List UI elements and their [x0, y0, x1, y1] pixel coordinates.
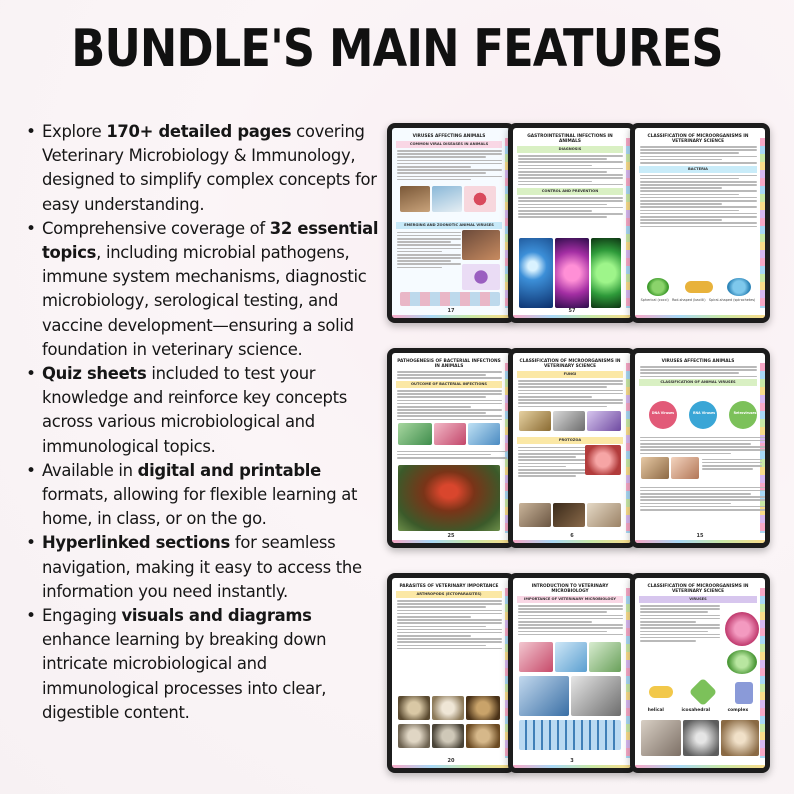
preview-section-band: CONTROL AND PREVENTION: [517, 188, 623, 195]
bat-photo: [462, 230, 500, 260]
virus-class-label: DNA Viruses: [651, 411, 675, 415]
bacteria-shape-label: Rod-shaped (bacilli): [671, 298, 706, 302]
protozoa-image: [585, 445, 621, 475]
virus-micrograph: [683, 720, 719, 756]
lab-photo: [519, 676, 569, 716]
feature-item: • Hyperlinked sections for seamless navigation, making it easy to access the information you need instantly.: [24, 531, 380, 604]
virus-micrograph: [721, 720, 759, 756]
pathogen-micrograph: [555, 238, 589, 308]
parasite-photo: [432, 724, 464, 748]
preview-section-band: IMPORTANCE OF VETERINARY MICROBIOLOGY: [517, 596, 623, 603]
bacteria-shape-label: Spherical (cocci): [640, 298, 669, 302]
virus-shape-label: icosahedral: [681, 708, 711, 713]
preview-section-band: PROTOZOA: [517, 437, 623, 444]
preview-section-band: OUTCOME OF BACTERIAL INFECTIONS: [396, 381, 502, 388]
retrovirus-icon: [729, 401, 757, 429]
preview-section-band: DIAGNOSIS: [517, 146, 623, 153]
animal-photo: [671, 457, 699, 479]
virus-class-label: Retroviruses: [733, 411, 757, 415]
cow-photo: [400, 186, 430, 212]
page-number: 57: [568, 308, 576, 314]
dna-virus-icon: [649, 401, 677, 429]
bacteria-micrograph: [519, 238, 553, 308]
virus-cell-illustration: [462, 264, 500, 290]
bacteria-image: [398, 423, 432, 445]
parasite-micrograph: [591, 238, 621, 308]
preview-page-title: PATHOGENESIS OF BACTERIAL INFECTIONS IN ANIMALS: [397, 359, 501, 369]
parasite-photo: [466, 724, 500, 748]
virus-shape-label: helical: [647, 708, 664, 713]
preview-page-title: VIRUSES AFFECTING ANIMALS: [412, 134, 486, 139]
virus-illustration: [725, 612, 759, 646]
page-number: 3: [570, 758, 574, 764]
feature-item: • Available in digital and printable formats, allowing for flexible learning at home, in class, or on the go.: [24, 459, 380, 532]
preview-section-band: VIRUSES: [639, 596, 757, 603]
preview-page-title: CLASSIFICATION OF MICROORGANISMS IN VETERINARY SCIENCE: [519, 359, 621, 369]
virus-illustration: [464, 186, 496, 212]
icosahedral-virus-icon: [689, 678, 717, 706]
rooster-photo: [398, 465, 500, 531]
animal-photo: [641, 457, 669, 479]
fungi-image: [587, 411, 621, 431]
tablet-preview: [508, 348, 636, 548]
tablet-preview: [630, 573, 770, 773]
preview-section-band: BACTERIA: [639, 166, 757, 173]
page-number: 25: [447, 533, 455, 539]
page-number: 15: [696, 533, 704, 539]
lab-photo: [589, 642, 621, 672]
parasite-photo: [398, 724, 430, 748]
preview-section-band: CLASSIFICATION OF ANIMAL VIRUSES: [639, 379, 757, 386]
virus-class-label: RNA Viruses: [693, 411, 715, 415]
preview-page-title: GASTROINTESTINAL INFECTIONS IN ANIMALS: [527, 134, 613, 144]
bacteria-image: [434, 423, 466, 445]
preview-page-title: PARASITES OF VETERINARY IMPORTANCE: [399, 584, 499, 589]
parasite-photo: [432, 696, 464, 720]
virus-shape-label: complex: [727, 708, 749, 713]
virus-illustration: [727, 650, 757, 674]
animal-photo: [519, 503, 551, 527]
preview-page-title: INTRODUCTION TO VETERINARY MICROBIOLOGY: [531, 584, 609, 594]
preview-section-band: FUNGI: [517, 371, 623, 378]
fungi-image: [553, 411, 585, 431]
tablet-preview: [508, 123, 636, 323]
feature-item: • Comprehensive coverage of 32 essential topics, including microbial pathogens, immune system mechanisms, diagnostic microbiology, serological testing, and vaccine development—ensuring a solid foundation in veterinary science.: [24, 217, 380, 362]
page-title: BUNDLE'S MAIN FEATURES: [71, 19, 723, 79]
tablet-preview: [508, 573, 636, 773]
cat-photo: [641, 720, 681, 756]
tablet-preview: [630, 348, 770, 548]
parasite-photo: [398, 696, 430, 720]
preview-page-title: VIRUSES AFFECTING ANIMALS: [661, 359, 735, 364]
helical-virus-icon: [649, 686, 673, 698]
preview-section-band: ARTHROPODS (ECTOPARASITES): [396, 591, 502, 598]
lab-photo: [555, 642, 587, 672]
rna-virus-icon: [689, 401, 717, 429]
bacilli-icon: [685, 281, 713, 293]
preview-section-band: EMERGING AND ZOONOTIC ANIMAL VIRUSES: [396, 222, 502, 229]
page-number: 17: [447, 308, 455, 314]
page-number: 6: [570, 533, 574, 539]
feature-item: • Explore 170+ detailed pages covering Veterinary Microbiology & Immunology, designed to simplify complex concepts for easy understanding.: [24, 120, 380, 217]
veterinarian-photo: [432, 186, 462, 212]
microscope-photo: [571, 676, 621, 716]
sample-tray-photo: [519, 720, 621, 750]
tablet-preview: [387, 348, 515, 548]
page-number: 20: [447, 758, 455, 764]
cocci-icon: [647, 278, 669, 296]
preview-page-title: CLASSIFICATION OF MICROORGANISMS IN VETERINARY SCIENCE: [647, 584, 749, 594]
complex-virus-icon: [735, 682, 753, 704]
preview-section-band: COMMON VIRAL DISEASES IN ANIMALS: [396, 141, 502, 148]
fungi-image: [519, 411, 551, 431]
spirochete-icon: [727, 278, 751, 296]
bacteria-shape-label: Spiral-shaped (spirochetes): [708, 298, 756, 302]
feature-item: • Quiz sheets included to test your knowledge and reinforce key concepts across various microbiological and immunological topics.: [24, 362, 380, 459]
tablet-preview: [387, 573, 515, 773]
bacteria-image: [468, 423, 500, 445]
lab-photo: [519, 642, 553, 672]
virus-strip-illustration: [400, 292, 500, 306]
tablet-preview: [387, 123, 515, 323]
parasite-photo: [466, 696, 500, 720]
animal-photo: [587, 503, 621, 527]
preview-page-title: CLASSIFICATION OF MICROORGANISMS IN VETERINARY SCIENCE: [647, 134, 749, 144]
animal-photo: [553, 503, 585, 527]
feature-list: [24, 120, 380, 725]
feature-item: • Engaging visuals and diagrams enhance learning by breaking down intricate microbiological and immunological processes into clear, digestible content.: [24, 604, 380, 725]
tablet-preview: [630, 123, 770, 323]
